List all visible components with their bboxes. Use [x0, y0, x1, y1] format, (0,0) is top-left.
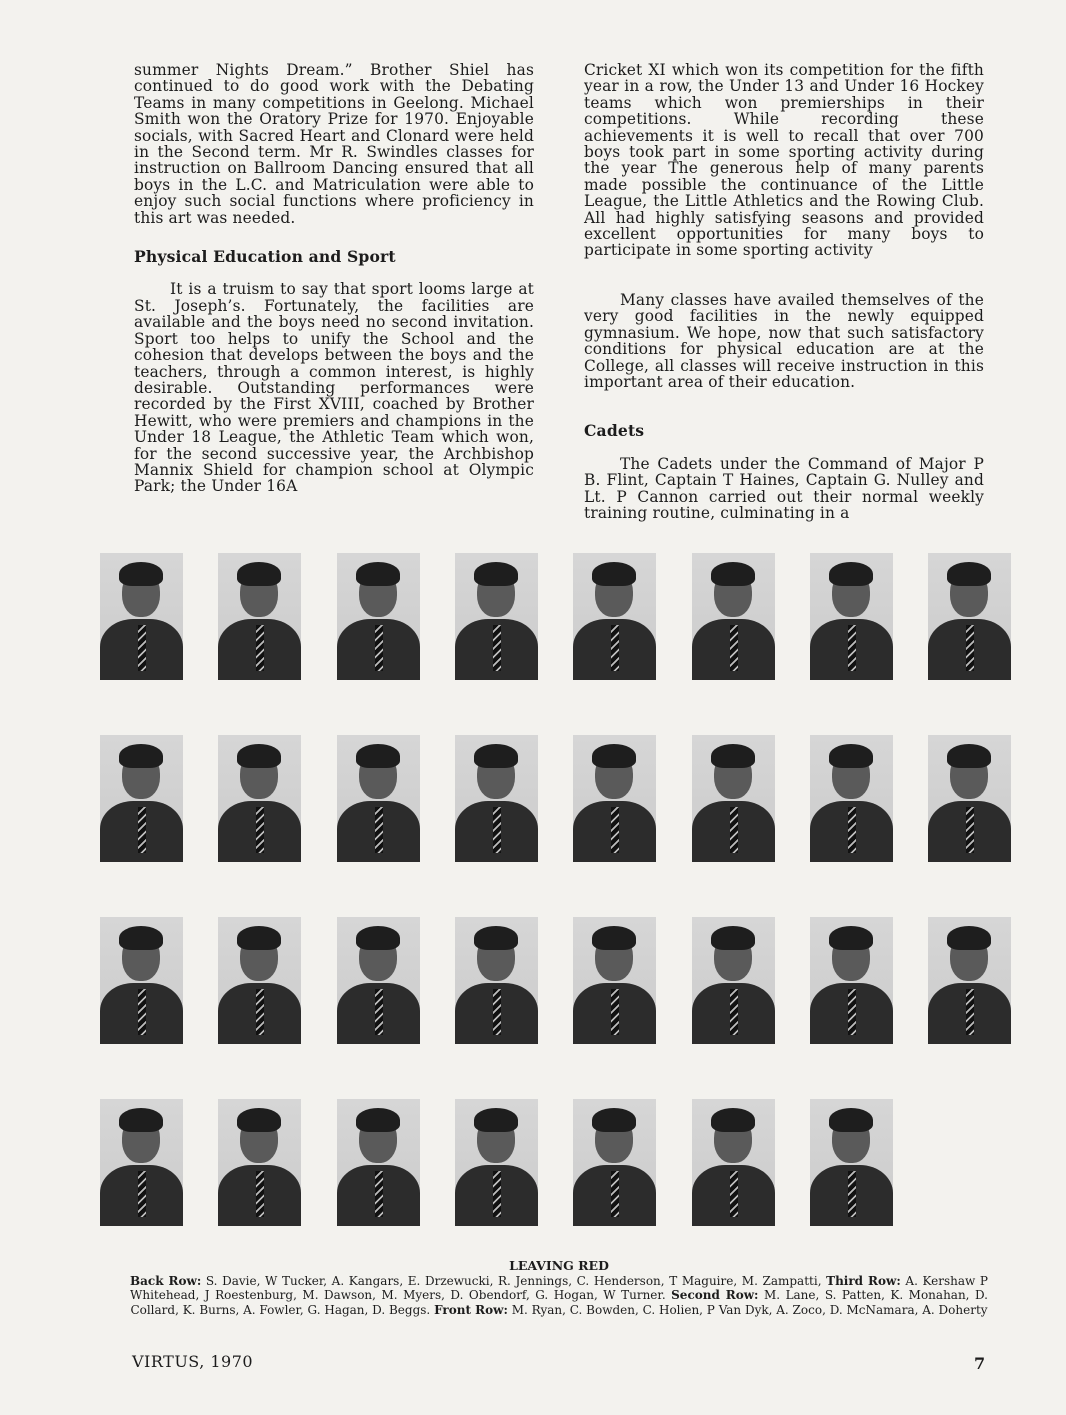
portrait-hair: [592, 562, 636, 586]
portrait-hair: [592, 1108, 636, 1132]
portrait-hair: [119, 744, 163, 768]
portrait-tie: [256, 807, 264, 853]
portrait-tie: [730, 989, 738, 1035]
portrait-hair: [711, 562, 755, 586]
back-row-portrait-5: [573, 553, 656, 680]
left-text-column: [134, 62, 534, 495]
portrait-hair: [711, 1108, 755, 1132]
photo-caption: [130, 1259, 988, 1317]
portrait-tie: [966, 989, 974, 1035]
front-row-portrait-2: [218, 1099, 301, 1226]
portrait-hair: [237, 926, 281, 950]
portrait-hair: [474, 562, 518, 586]
portrait-tie: [375, 807, 383, 853]
portrait-hair: [592, 926, 636, 950]
portrait-tie: [493, 807, 501, 853]
portrait-tie: [611, 989, 619, 1035]
back-row-portrait-4: [455, 553, 538, 680]
portrait-hair: [947, 562, 991, 586]
portrait-hair: [829, 926, 873, 950]
second-row-label: Second Row:: [671, 1288, 759, 1303]
portrait-tie: [375, 989, 383, 1035]
second-row-portrait-2: [218, 917, 301, 1044]
back-row-names: S. Davie, W Tucker, A. Kangars, E. Drzewucki, R. Jennings, C. Henderson, T Maguire, M. Zampatti,: [205, 1274, 822, 1289]
front-row-label: Front Row:: [434, 1302, 508, 1317]
back-row-portrait-7: [810, 553, 893, 680]
back-row-portrait-2: [218, 553, 301, 680]
third-row-names: A. Kershaw P Whitehead, J Roestenburg, M. Dawson, M. Myers, D. Obendorf, G. Hogan, W Turner.: [130, 1274, 989, 1303]
portrait-hair: [119, 562, 163, 586]
third-row-portrait-3: [337, 735, 420, 862]
back-row-portrait-8: [928, 553, 1011, 680]
front-row-portrait-6: [692, 1099, 775, 1226]
portrait-tie: [611, 807, 619, 853]
portrait-tie: [138, 807, 146, 853]
back-row-label: Back Row:: [130, 1274, 202, 1289]
portrait-tie: [611, 625, 619, 671]
portrait-tie: [256, 989, 264, 1035]
portrait-hair: [474, 1108, 518, 1132]
portrait-hair: [237, 562, 281, 586]
portrait-tie: [138, 1171, 146, 1217]
page-number: 7: [974, 1354, 986, 1373]
portrait-tie: [493, 989, 501, 1035]
portrait-tie: [730, 1171, 738, 1217]
portrait-tie: [848, 1171, 856, 1217]
portrait-tie: [966, 625, 974, 671]
portrait-hair: [947, 926, 991, 950]
right-paragraph-3: The Cadets under the Command of Major P B. Flint, Captain T Haines, Captain G. Nulley and Lt. P Cannon carried out their normal weekly training routine, culminating in a: [584, 454, 984, 522]
caption-names: [130, 1274, 988, 1317]
right-paragraph-1: Cricket XI which won its competition for the fifth year in a row, the Under 13 and Under 16 Hockey teams which won premierships in their competitions. While recording these achievements it is well to recall that over 700 boys took part in some sporting activity during the year The generous help of many parents made possible the continuance of the Little League, the Little Athletics and the Rowing Club. All had highly satisfying seasons and provided excellent opportunities for many boys to participate in some sporting activity: [584, 61, 984, 260]
left-paragraph-1: summer Nights Dream.” Brother Shiel has continued to do good work with the Debating Teams in many competitions in Geelong. Michael Smith won the Oratory Prize for 1970. Enjoyable socials, with Sacred Heart and Clonard were held in the Second term. Mr R. Swindles classes for instruction on Ballroom Dancing ensured that all boys in the L.C. and Matriculation were able to enjoy such social functions where proficiency in this art was needed.: [134, 61, 534, 227]
front-row-portrait-7: [810, 1099, 893, 1226]
portrait-hair: [119, 926, 163, 950]
third-row-portrait-5: [573, 735, 656, 862]
publication-footer: VIRTUS, 1970: [132, 1352, 254, 1371]
class-photo-grid: [100, 553, 1014, 1243]
portrait-hair: [829, 744, 873, 768]
portrait-hair: [829, 562, 873, 586]
front-row-names: M. Ryan, C. Bowden, C. Holien, P Van Dyk, A. Zoco, D. McNamara, A. Doherty: [511, 1302, 988, 1317]
third-row-portrait-2: [218, 735, 301, 862]
heading-physical-education: Physical Education and Sport: [134, 247, 396, 267]
right-paragraph-2: Many classes have availed themselves of the very good facilities in the newly equipped gymnasium. We hope, now that such satisfactory conditions for physical education are at the College, all classes will receive instruction in this important area of their education.: [584, 290, 984, 391]
portrait-tie: [375, 625, 383, 671]
portrait-tie: [611, 1171, 619, 1217]
front-row-portrait-5: [573, 1099, 656, 1226]
portrait-hair: [829, 1108, 873, 1132]
portrait-hair: [356, 744, 400, 768]
portrait-hair: [356, 1108, 400, 1132]
portrait-tie: [730, 625, 738, 671]
portrait-hair: [119, 1108, 163, 1132]
back-row-portrait-6: [692, 553, 775, 680]
portrait-tie: [256, 1171, 264, 1217]
portrait-tie: [375, 1171, 383, 1217]
third-row-portrait-4: [455, 735, 538, 862]
portrait-tie: [256, 625, 264, 671]
third-row-portrait-6: [692, 735, 775, 862]
second-row-portrait-5: [573, 917, 656, 1044]
back-row-portrait-1: [100, 553, 183, 680]
third-row-portrait-1: [100, 735, 183, 862]
portrait-hair: [356, 562, 400, 586]
second-row-names: M. Lane, S. Patten, K. Monahan, D. Collard, K. Burns, A. Fowler, G. Hagan, D. Beggs.: [130, 1288, 988, 1317]
portrait-tie: [138, 625, 146, 671]
portrait-tie: [848, 807, 856, 853]
portrait-tie: [966, 807, 974, 853]
right-text-column: [584, 62, 984, 521]
portrait-hair: [592, 744, 636, 768]
heading-cadets: Cadets: [584, 421, 645, 441]
portrait-hair: [711, 926, 755, 950]
second-row-portrait-6: [692, 917, 775, 1044]
caption-title: LEAVING RED: [509, 1258, 609, 1273]
front-row-portrait-3: [337, 1099, 420, 1226]
portrait-tie: [730, 807, 738, 853]
portrait-hair: [237, 1108, 281, 1132]
portrait-hair: [237, 744, 281, 768]
portrait-tie: [493, 625, 501, 671]
second-row-portrait-1: [100, 917, 183, 1044]
second-row-portrait-7: [810, 917, 893, 1044]
portrait-hair: [356, 926, 400, 950]
portrait-hair: [947, 744, 991, 768]
second-row-portrait-8: [928, 917, 1011, 1044]
third-row-portrait-8: [928, 735, 1011, 862]
portrait-tie: [493, 1171, 501, 1217]
portrait-hair: [474, 744, 518, 768]
second-row-portrait-3: [337, 917, 420, 1044]
second-row-portrait-4: [455, 917, 538, 1044]
left-paragraph-2: It is a truism to say that sport looms large at St. Joseph’s. Fortunately, the facilities are available and the boys need no second invitation. Sport too helps to unify the School and the cohesion that develops between the boys and the teachers, through a common interest, is highly desirable. Outstanding performances were recorded by the First XVIII, coached by Brother Hewitt, who were premiers and champions in the Under 18 League, the Athletic Team which won, for the second successive year, the Archbishop Mannix Shield for champion school at Olympic Park; the Under 16A: [134, 280, 534, 496]
front-row-portrait-4: [455, 1099, 538, 1226]
portrait-tie: [848, 625, 856, 671]
portrait-hair: [711, 744, 755, 768]
portrait-hair: [474, 926, 518, 950]
third-row-label: Third Row:: [826, 1274, 901, 1289]
front-row-portrait-1: [100, 1099, 183, 1226]
back-row-portrait-3: [337, 553, 420, 680]
third-row-portrait-7: [810, 735, 893, 862]
portrait-tie: [138, 989, 146, 1035]
portrait-tie: [848, 989, 856, 1035]
